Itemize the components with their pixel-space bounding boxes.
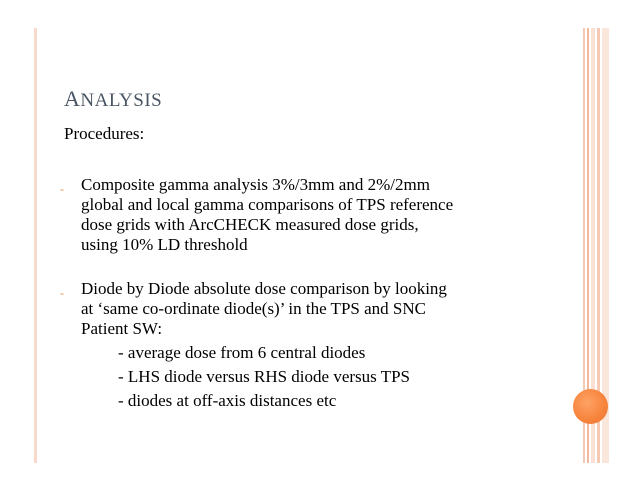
bullet-2-line-3: Patient SW: [81,319,163,338]
sub-item: - diodes at off-axis distances etc [118,391,337,410]
orange-circle-decoration [573,389,608,424]
bullet-1-line-1: Composite gamma analysis 3%/3mm and 2%/2mm [81,175,430,194]
bullet-1-line-2: global and local gamma comparisons of TPS reference [81,195,454,214]
bullet-marker: - [60,182,64,196]
left-decorative-rule [34,28,37,463]
bullet-1-line-4: using 10% LD threshold [81,235,248,254]
bullet-1-line-3: dose grids with ArcCHECK measured dose grids, [81,215,419,234]
slide-title: ANALYSIS [64,86,163,111]
bullet-marker: - [60,286,64,300]
bullet-2-line-2: at ‘same co-ordinate diode(s)’ in the TPS and SNC [81,299,426,318]
bullet-2-line-1: Diode by Diode absolute dose comparison by looking [81,279,447,298]
sub-item: - average dose from 6 central diodes [118,343,366,362]
procedures-heading: Procedures: [64,124,145,143]
sub-item: - LHS diode versus RHS diode versus TPS [118,367,410,386]
